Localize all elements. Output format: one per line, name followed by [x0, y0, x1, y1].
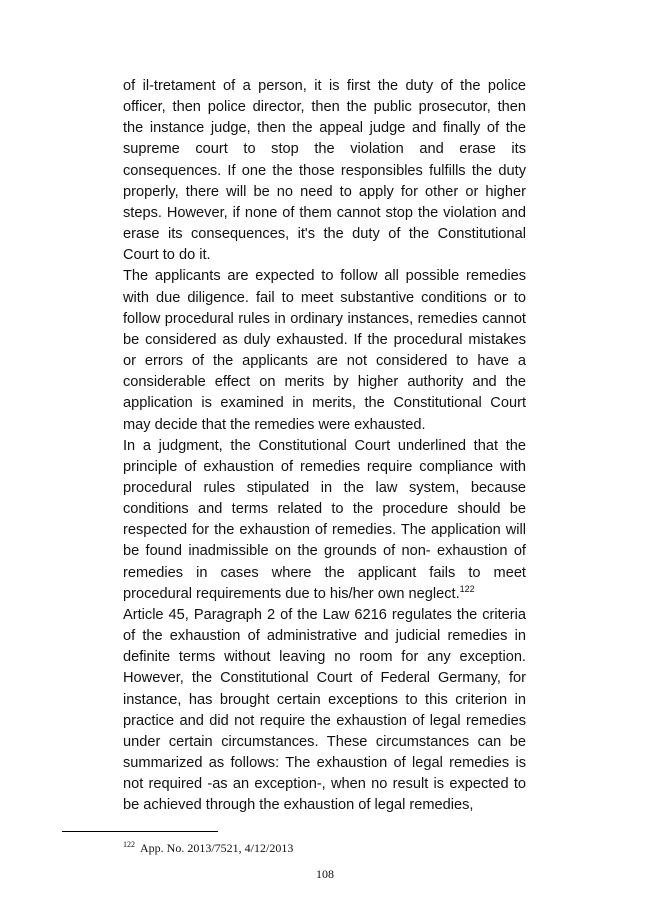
- footnote: [123, 840, 293, 856]
- body-text: [123, 76, 526, 816]
- footnote-text: App. No. 2013/7521, 4/12/2013: [140, 841, 294, 855]
- page-number: 108: [316, 867, 334, 881]
- paragraph-3: [123, 436, 526, 605]
- paragraph-1: of il-tretament of a person, it is first the duty of the police officer, then police director, then the public prosecutor, then the instance judge, then the appeal judge and finally of the supreme court to stop the violation and erase its consequences. If one the those responsibles fulfills the duty properly, there will be no need to apply for other or higher steps. However, if none of them cannot stop the violation and erase its consequences, it's the duty of the Constitutional Court to do it.: [123, 78, 526, 264]
- footnote-divider: [62, 831, 218, 832]
- paragraph-4: Article 45, Paragraph 2 of the Law 6216 regulates the criteria of the exhaustion of administrative and judicial remedies in definite terms without leaving no room for any exception. However, the Constitutional Court of Federal Germany, for instance, has brought certain exceptions to this criterion in practice and did not require the exhaustion of legal remedies under certain circumstances. These circumstances can be summarized as follows: The exhaustion of legal remedies is not required -as an exception-, when no result is expected to be achieved through the exhaustion of legal remedies,: [123, 606, 526, 814]
- paragraph-3-text: In a judgment, the Constitutional Court underlined that the principle of exhaustion of remedies require compliance with procedural rules stipulated in the law system, because conditions and terms related to the procedure should be respected for the exhaustion of remedies. The application will be found inadmissible on the grounds of non- exhaustion of remedies in cases where the applicant fails to meet procedural requirements due to his/her own neglect.: [123, 437, 526, 602]
- footnote-number: 122: [123, 840, 135, 849]
- paragraph-2: The applicants are expected to follow all possible remedies with due diligence. fail to meet substantive conditions or to follow procedural rules in ordinary instances, remedies cannot be considered as duly exhausted. If the procedural mistakes or errors of the applicants are not considered to have a considerable effect on merits by higher authority and the application is examined in merits, the Constitutional Court may decide that the remedies were exhausted.: [123, 268, 526, 433]
- footnote-reference[interactable]: 122: [459, 583, 475, 594]
